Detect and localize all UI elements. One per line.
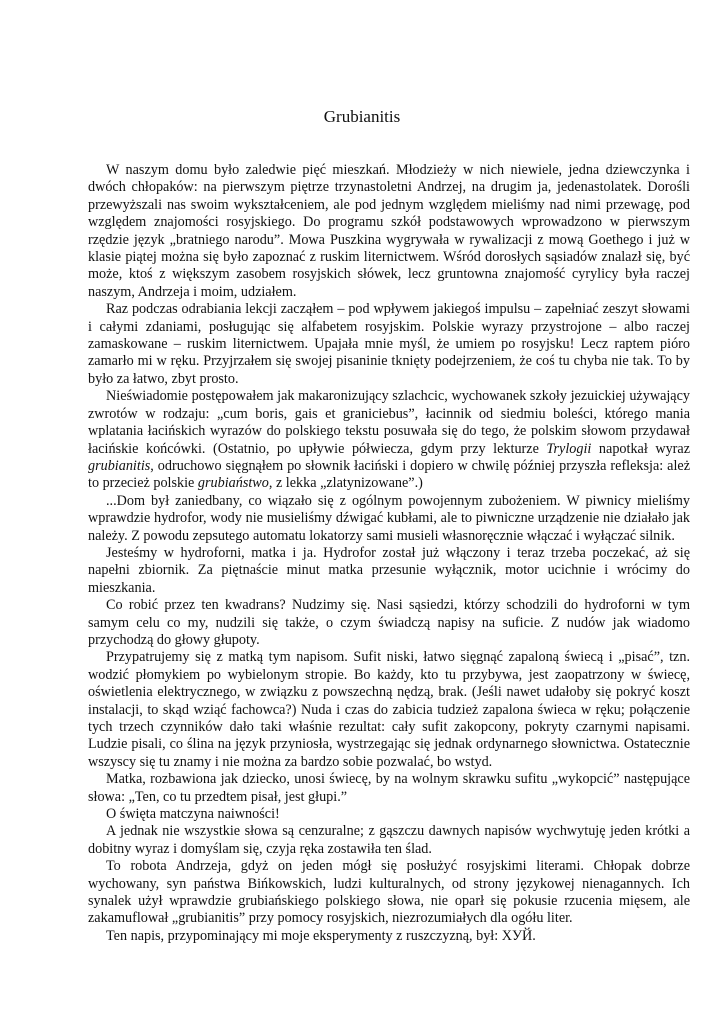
paragraph-1: W naszym domu było zaledwie pięć mieszkań. Młodzieży w nich niewiele, jedna dziewczynka i dwóch chłopaków: na pierwszym piętrze trzynastoletni Andrzej, na drugim ja, jedenastolatek. Dorośli przewyższali nas swoim wykształceniem, ale pod jednym względem mieliśmy nad nimi przewagę, pod względem znajomości rosyjskiego. Do programu szkół podstawowych wprowadzono w pierwszym rzędzie język „bratniego narodu”. Mowa Puszkina wygrywała w rywalizacji z mową Goethego i już w klasie piątej można się było zapoznać z ruskim liternictwem. Wśród dorosłych sąsiadów znalazł się, być może, ktoś z większym zasobem rosyjskich słówek, lecz gruntowna znajomość cyrylicy była raczej naszym, Andrzeja i moim, udziałem. (88, 162, 690, 300)
paragraph-4: ...Dom był zaniedbany, co wiązało się z ogólnym powojennym zubożeniem. W piwnicy mieliśmy wprawdzie hydrofor, wody nie musieliśmy dźwigać kubłami, ale to piwniczne urządzenie nie działało jak należy. Z powodu zepsutego automatu lokatorzy sami musieli własnoręcznie włączać i wyłączać silnik. (88, 492, 690, 544)
paragraph-5: Jesteśmy w hydroforni, matka i ja. Hydrofor został już włączony i teraz trzeba poczekać, aż się napełni zbiornik. Za piętnaście minut matka przesunie wyłącznik, motor ucichnie i wrócimy do mieszkania. (88, 544, 690, 596)
paragraph-9: O święta matczyna naiwności! (106, 806, 280, 823)
paragraph-3: Nieświadomie postępowałem jak makaronizujący szlachcic, wychowanek szkoły jezuickiej używający zwrotów w rodzaju: „cum boris, gais et graniciebus”, łacinnik od siedmiu boleści, którego mania wplatania łacińskich wyrazów do polskiego tekstu posuwała się do tego, że polskim słowom przydawał łacińskie końcówki. (Ostatnio, po upływie półwiecza, gdym przy lekturze Trylogii napotkał wyraz grubianitis, odruchowo sięgnąłem po słownik łaciński i dopiero w chwilę później przyszła refleksja: ależ to przecież polskie grubiaństwo, z lekka „zlatynizowane”.) (88, 388, 690, 492)
paragraph-7: Przypatrujemy się z matką tym napisom. Sufit niski, łatwo sięgnąć zapaloną świecą i „pisać”, tzn. wodzić płomykiem po wybielonym stropie. Bo każdy, kto tu przybywa, jest zaopatrzony w świecę, oświetlenia elektrycznego, w związku z powszechną nędzą, brak. (Jeśli nawet udałoby się pokryć koszt instalacji, to skąd wziąć fachowca?) Nuda i czas do zabicia tudzież zapalona świeca w ręku; połączenie tych trzech czynników dało taki właśnie rezultat: cały sufit zakopcony, pokryty czarnymi napisami. Ludzie pisali, co ślina na język przyniosła, wystrzegając się jednak ordynarnego słownictwa. Ostatecznie wszyscy się tu znamy i nie można za bardzo sobie pozwalać, bo wstyd. (88, 649, 690, 770)
paragraph-2: Raz podczas odrabiania lekcji zacząłem – pod wpływem jakiegoś impulsu – zapełniać zeszyt słowami i całymi zdaniami, posługując się alfabetem rosyjskim. Polskie wyrazy przystrojone – albo raczej zamaskowane – ruskim liternictwem. Upajała mnie myśl, że umiem po rosyjsku! Lecz raptem pióro zamarło mi w ręku. Przyjrzałem się swojej pisaninie tknięty podejrzeniem, że coś tu chyba nie tak. To by było za łatwo, zbyt prosto. (88, 301, 690, 387)
italic-grubianitis: grubianitis (88, 457, 151, 474)
document-body (88, 162, 690, 945)
italic-grubianstwo: grubiaństwo (197, 475, 269, 492)
page-title: Grubianitis (323, 107, 401, 126)
paragraph-10: A jednak nie wszystkie słowa są cenzuralne; z gąszczu dawnych napisów wychwytuję jeden krótki a dobitny wyraz i domyślam się, czyja ręka zostawiła ten ślad. (88, 823, 690, 857)
italic-trylogii: Trylogii (546, 440, 592, 457)
paragraph-12: Ten napis, przypominający mi moje eksperymenty z ruszczyzną, był: ХУЙ. (106, 927, 536, 944)
paragraph-8: Matka, rozbawiona jak dziecko, unosi świecę, by na wolnym skrawku sufitu „wykopcić” następujące słowa: „Ten, co tu przedtem pisał, jest głupi.” (88, 771, 690, 805)
paragraph-11: To robota Andrzeja, gdyż on jeden mógł się posłużyć rosyjskimi literami. Chłopak dobrze wychowany, syn państwa Bińkowskich, ludzi kulturalnych, od strony językowej nienagannych. Ich synalek użył wprawdzie grubiańskiego polskiego słowa, nie oparł się pokusie rzucenia mięsem, ale zakamuflował „grubianitis” przy pomocy rosyjskich, niezrozumiałych dla ogółu liter. (88, 858, 690, 927)
paragraph-6: Co robić przez ten kwadrans? Nudzimy się. Nasi sąsiedzi, którzy schodzili do hydroforni w tym samym celu co my, nudzili się także, o czym świadczą napisy na suficie. Z nudów jak wiadomo przychodzą do głowy głupoty. (88, 597, 690, 648)
